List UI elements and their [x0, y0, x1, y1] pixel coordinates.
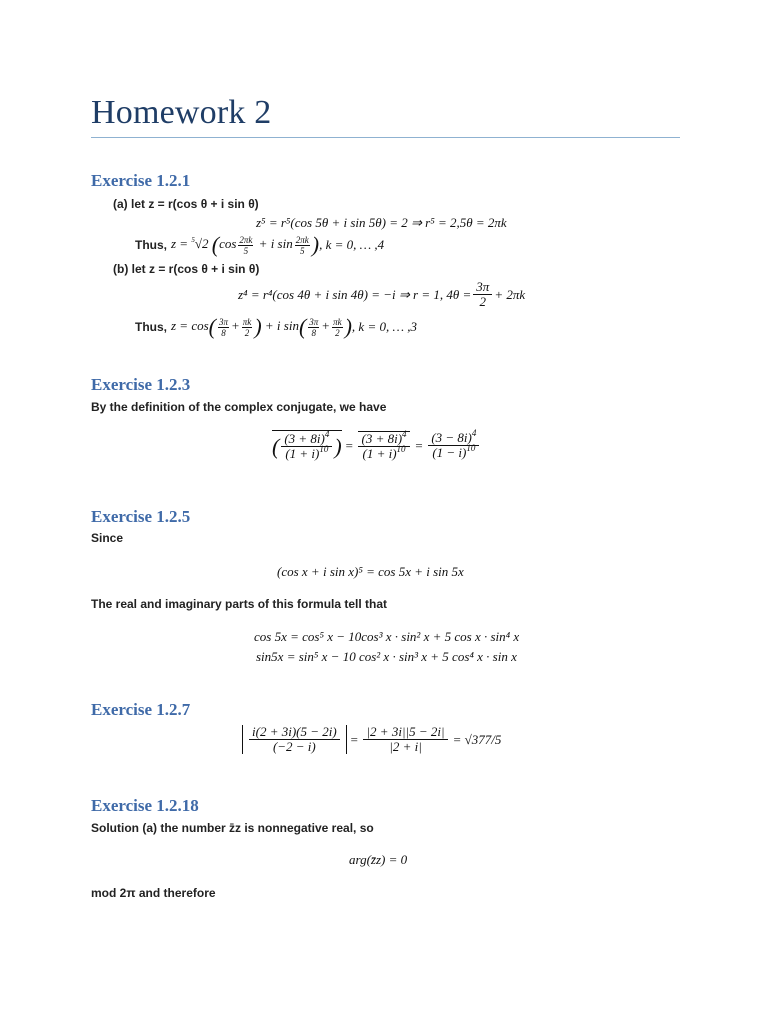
ex121-a-label: (a) let z = r(cos θ + i sin θ) [113, 197, 259, 211]
ex125-equation-3: sin5x = sin⁵ x − 10 cos² x · sin³ x + 5 cos⁴ x · sin x [256, 649, 517, 664]
ex125-equation-2: cos 5x = cos⁵ x − 10cos³ x · sin² x + 5 cos x · sin⁴ x [254, 629, 520, 644]
ex121-b-label: (b) let z = r(cos θ + i sin θ) [113, 262, 260, 276]
ex121-b-thus: Thus, [135, 320, 167, 334]
ex123-equation: ( $\frac{(3 + 8i)^4}{(1 + i)^{10}}$ ) = $\frac{(3 + 8i)^4}{(1 + i)^{10}}$ = $\frac{(3 - 8i)^4}{(1 - i)^{10}}$ [272, 430, 481, 461]
ex121-b-range: , k = 0, … ,3 [351, 319, 418, 334]
ex121-a-range: , k = 0, … ,4 [319, 237, 385, 252]
ex121-a-formula: z = $^5$√2 (cos $\frac{2\pi k}{5}$ + i sin $\frac{2\pi k}{5}$ ) [171, 232, 320, 257]
ex121-b-formula: z = cos( $\frac{3\pi}{8}$ + $\frac{\pi k}{2}$ ) + i sin( $\frac{3\pi}{8}$ + $\frac{\pi k}{2}$ ) [171, 314, 352, 339]
ex121-b-equation-row [238, 280, 525, 309]
exercise-heading-1-2-1: Exercise 1.2.1 [91, 171, 191, 190]
exercise-heading-1-2-5: Exercise 1.2.5 [91, 507, 191, 526]
ex1218-intro: Solution (a) the number z̄z is nonnegative real, so [91, 821, 374, 835]
exercise-heading-1-2-3: Exercise 1.2.3 [91, 375, 191, 394]
ex1218-outro: mod 2π and therefore [91, 886, 216, 900]
exercise-heading-1-2-7: Exercise 1.2.7 [91, 700, 191, 719]
exercise-heading-1-2-18: Exercise 1.2.18 [91, 796, 199, 815]
ex125-intro: Since [91, 531, 124, 545]
ex121-a-thus: Thus, [135, 238, 167, 252]
ex121-a-result [135, 232, 384, 258]
ex121-b-fraction: $\frac{3\pi}{2}$ [473, 280, 492, 309]
ex127-result: = √377/5 [452, 731, 502, 747]
ex121-a-equation: z⁵ = r⁵(cos 5θ + i sin 5θ) = 2 ⇒ r⁵ = 2,5θ = 2πk [256, 215, 507, 230]
page-title: Homework 2 [91, 94, 272, 131]
ex121-b-equation: z⁴ = r⁴(cos 4θ + i sin 4θ) = −i ⇒ r = 1, 4θ = [238, 286, 472, 302]
ex125-equation-1: (cos x + i sin x)⁵ = cos 5x + i sin 5x [277, 564, 464, 579]
ex125-mid: The real and imaginary parts of this formula tell that [91, 597, 388, 611]
ex123-intro: By the definition of the complex conjugate, we have [91, 400, 387, 414]
title-divider [91, 137, 680, 138]
ex121-b-result [135, 314, 417, 340]
ex127-equation: $\frac{i(2 + 3i)(5 - 2i)}{(-2 - i)}$ = $\frac{|2 + 3i||5 - 2i|}{|2 + i|}$ = √377/5 [242, 725, 501, 754]
ex1218-equation: arg(z̄z) = 0 [349, 852, 408, 867]
ex121-b-equation-tail: + 2πk [494, 286, 526, 302]
